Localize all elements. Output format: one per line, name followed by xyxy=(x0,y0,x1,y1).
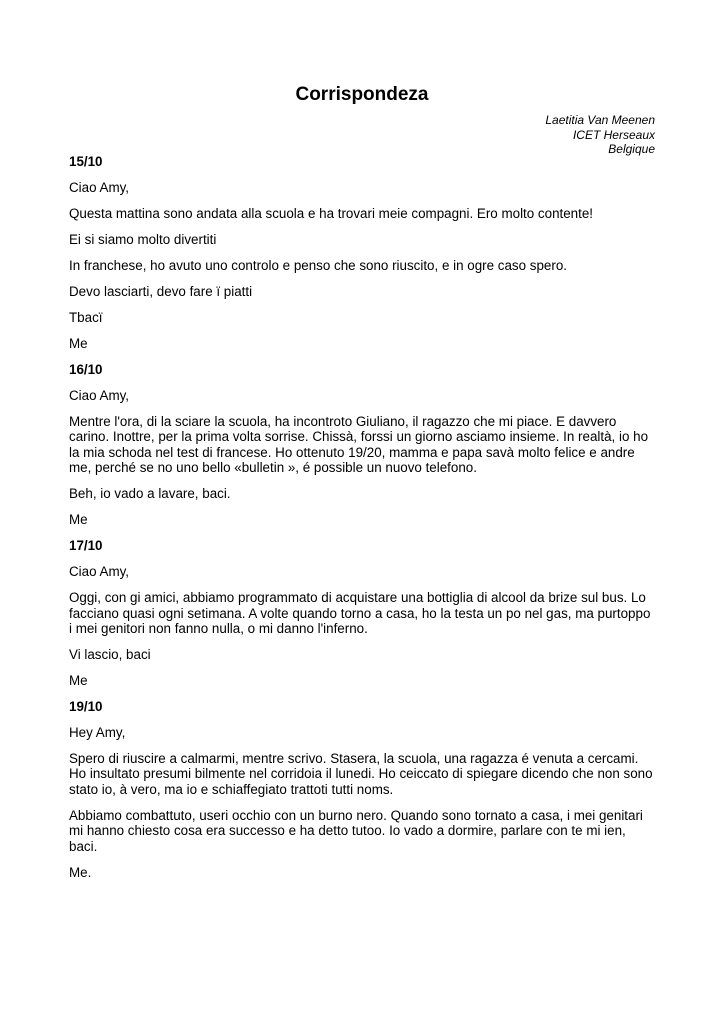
letter-paragraph: Abbiamo combattuto, useri occhio con un burno nero. Quando sono tornato a casa, i mei genitari mi hanno chiesto cosa era successo e ha detto tutoo. Io vado a dormire, parlare con te mi ien, baci. xyxy=(69,807,643,854)
letter-signature: Me xyxy=(69,512,88,528)
letter-paragraph: Devo lasciarti, devo fare ï piatti xyxy=(69,284,253,299)
letter-date: 17/10 xyxy=(69,538,103,554)
author-country: Belgique xyxy=(608,142,655,156)
letter-paragraph: Ei si siamo molto divertiti xyxy=(69,232,217,247)
letter-date: 15/10 xyxy=(69,154,103,169)
letter-paragraph: Mentre l'ora, di la sciare la scuola, ha incontroto Giuliano, il ragazzo che mi piace. E davvero carino. Inottre, per la prima volta sorrise. Chissà, forssi un giorno asciamo insieme. In realtà, io ho la mia schoda nel test di francese. Ho ottenuto 19/20, mamma e papa savà molto felice e andre me, perché se no uno bello «bulletin », é possible un nuovo telefono. xyxy=(69,414,649,476)
letter-greeting: Ciao Amy, xyxy=(69,564,130,580)
document-title: Corrispondeza xyxy=(295,84,429,105)
author-block xyxy=(545,113,655,157)
author-school: ICET Herseaux xyxy=(572,127,655,142)
letter-closing: Tbacï xyxy=(69,310,103,325)
letter-closing: Vi lascio, baci xyxy=(69,647,151,663)
letter-signature: Me. xyxy=(69,864,92,880)
letter-signature: Me xyxy=(69,673,88,689)
letter-greeting: Ciao Amy, xyxy=(69,180,130,195)
letter-greeting: Ciao Amy, xyxy=(69,388,130,403)
letter-paragraph: Oggi, con gi amici, abbiamo programmato di acquistare una bottiglia di alcool da brize sul bus. Lo facciano quasi ogni setimana. A volte quando torno a casa, ho la testa un po nel gas, ma purtoppo i mei genitori non fanno nulla, o mi danno l'inferno. xyxy=(69,590,651,637)
letter-paragraph: In franchese, ho avuto uno controlo e penso che sono riuscito, e in ogre caso spero. xyxy=(69,258,567,273)
letters-body xyxy=(69,154,655,891)
letter-signature: Me xyxy=(69,336,88,351)
letter-date: 16/10 xyxy=(69,362,103,377)
letter-greeting: Hey Amy, xyxy=(69,725,126,741)
letter-closing: Beh, io vado a lavare, baci. xyxy=(69,486,231,502)
letter-date: 19/10 xyxy=(69,699,103,715)
letter-paragraph: Spero di riuscire a calmarmi, mentre scrivo. Stasera, la scuola, una ragazza é venuta a cercami. Ho insultato presumi bilmente nel corridoia il lunedi. Ho ceiccato di spiegare dicendo che non sono stato io, à vero, ma io e schiaffegiato trattoti tutti noms. xyxy=(69,751,653,797)
letter-paragraph: Questa mattina sono andata alla scuola e ha trovari meie compagni. Ero molto contente! xyxy=(69,206,594,221)
author-name: Laetitia Van Meenen xyxy=(545,113,655,127)
